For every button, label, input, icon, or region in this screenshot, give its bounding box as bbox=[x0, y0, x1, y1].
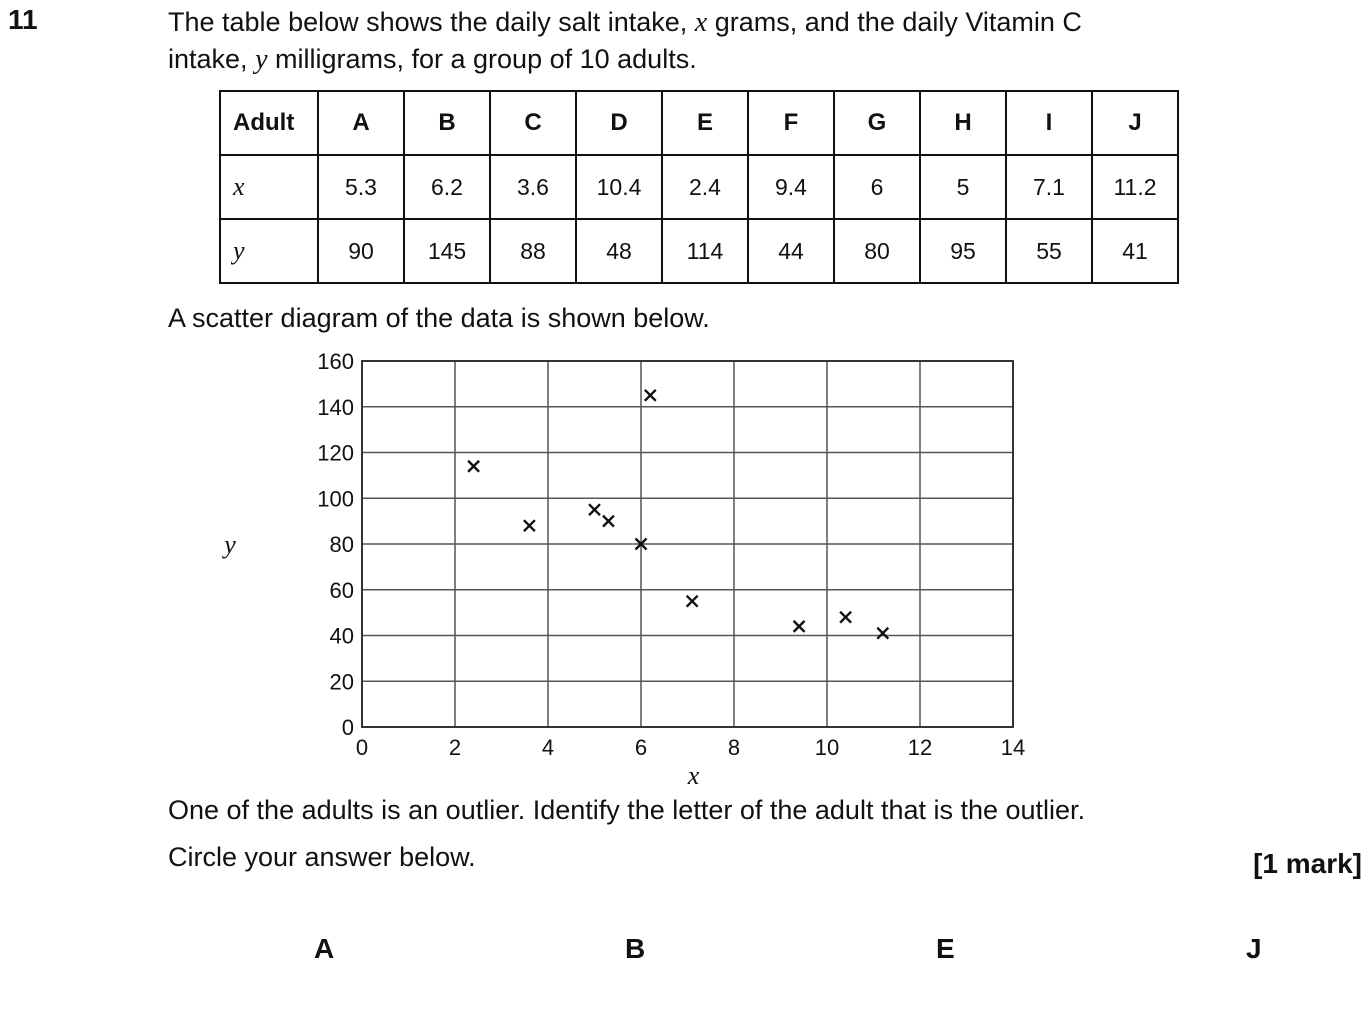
x-tick-label: 8 bbox=[727, 735, 741, 760]
y-tick-label: 40 bbox=[329, 623, 354, 649]
table-cell-x: 2.4 bbox=[662, 155, 748, 219]
y-tick-label: 120 bbox=[317, 440, 354, 466]
y-tick-label: 100 bbox=[317, 486, 354, 512]
table-cell-y: 41 bbox=[1092, 219, 1178, 283]
data-point-cross bbox=[840, 612, 851, 623]
table-cell-y: 88 bbox=[490, 219, 576, 283]
circle-prompt: Circle your answer below. bbox=[168, 842, 476, 872]
table-cell-y: 95 bbox=[920, 219, 1006, 283]
answer-option-e[interactable]: E bbox=[936, 933, 955, 964]
table-cell-x: 7.1 bbox=[1006, 155, 1092, 219]
table-header-cell: J bbox=[1092, 91, 1178, 155]
intro-text-1: The table below shows the daily salt intake, bbox=[168, 7, 695, 37]
table-header-cell: B bbox=[404, 91, 490, 155]
x-axis-label: x bbox=[687, 761, 700, 790]
table-cell-y: 55 bbox=[1006, 219, 1092, 283]
question-number: 11 bbox=[8, 4, 38, 35]
table-cell-y: 80 bbox=[834, 219, 920, 283]
table-header-cell: C bbox=[490, 91, 576, 155]
x-tick-label: 6 bbox=[634, 735, 648, 760]
x-tick-label: 4 bbox=[541, 735, 555, 760]
intro-text-3: intake, bbox=[168, 44, 256, 74]
table-cell-y: 114 bbox=[662, 219, 748, 283]
x-tick-label: 0 bbox=[355, 735, 369, 760]
table-cell-x: 3.6 bbox=[490, 155, 576, 219]
intro-text-2: grams, and the daily Vitamin C bbox=[707, 7, 1082, 37]
y-axis-label: y bbox=[224, 530, 236, 559]
table-header-label: Adult bbox=[220, 91, 318, 155]
x-tick-label: 2 bbox=[448, 735, 462, 760]
x-tick-label: 12 bbox=[907, 735, 933, 760]
data-point-cross bbox=[524, 520, 535, 531]
table-header-cell: H bbox=[920, 91, 1006, 155]
intro-variable-x: x bbox=[694, 7, 708, 38]
data-point-cross bbox=[589, 504, 600, 515]
data-point-cross bbox=[468, 461, 479, 472]
intro-text-4: milligrams, for a group of 10 adults. bbox=[267, 44, 697, 74]
y-tick-label: 0 bbox=[341, 715, 354, 740]
y-tick-label: 20 bbox=[329, 669, 354, 695]
table-cell-y: 145 bbox=[404, 219, 490, 283]
data-point-cross bbox=[687, 596, 698, 607]
scatter-intro: A scatter diagram of the data is shown below. bbox=[168, 303, 710, 333]
x-tick-label: 10 bbox=[814, 735, 840, 760]
table-cell-y: 44 bbox=[748, 219, 834, 283]
row-label-x: x bbox=[220, 155, 318, 219]
table-cell-x: 5 bbox=[920, 155, 1006, 219]
table-cell-x: 6 bbox=[834, 155, 920, 219]
y-tick-label: 140 bbox=[317, 394, 354, 420]
answer-option-j[interactable]: J bbox=[1246, 933, 1262, 964]
y-tick-label: 80 bbox=[329, 532, 354, 557]
table-cell-y: 90 bbox=[318, 219, 404, 283]
table-cell-y: 48 bbox=[576, 219, 662, 283]
y-tick-label: 160 bbox=[317, 349, 354, 374]
table-cell-x: 6.2 bbox=[404, 155, 490, 219]
table-cell-x: 10.4 bbox=[576, 155, 662, 219]
row-label-y: y bbox=[220, 219, 318, 283]
table-header-cell: E bbox=[662, 91, 748, 155]
intro-variable-y: y bbox=[255, 44, 268, 75]
table-header-cell: A bbox=[318, 91, 404, 155]
data-point-cross bbox=[603, 516, 614, 527]
data-point-cross bbox=[877, 628, 888, 639]
table-header-cell: F bbox=[748, 91, 834, 155]
y-tick-label: 60 bbox=[329, 577, 354, 603]
x-tick-label: 14 bbox=[1000, 735, 1026, 760]
data-point-cross bbox=[794, 621, 805, 632]
table-cell-x: 9.4 bbox=[748, 155, 834, 219]
data-point-cross bbox=[645, 390, 656, 401]
outlier-prompt: One of the adults is an outlier. Identify the letter of the adult that is the outlier. bbox=[168, 795, 1086, 825]
table-header-cell: D bbox=[576, 91, 662, 155]
table-header-cell: G bbox=[834, 91, 920, 155]
table-cell-x: 11.2 bbox=[1092, 155, 1178, 219]
answer-option-a[interactable]: A bbox=[314, 933, 335, 964]
mark-allocation: [1 mark] bbox=[1253, 848, 1362, 879]
table-cell-x: 5.3 bbox=[318, 155, 404, 219]
answer-option-b[interactable]: B bbox=[625, 933, 646, 964]
table-header-cell: I bbox=[1006, 91, 1092, 155]
